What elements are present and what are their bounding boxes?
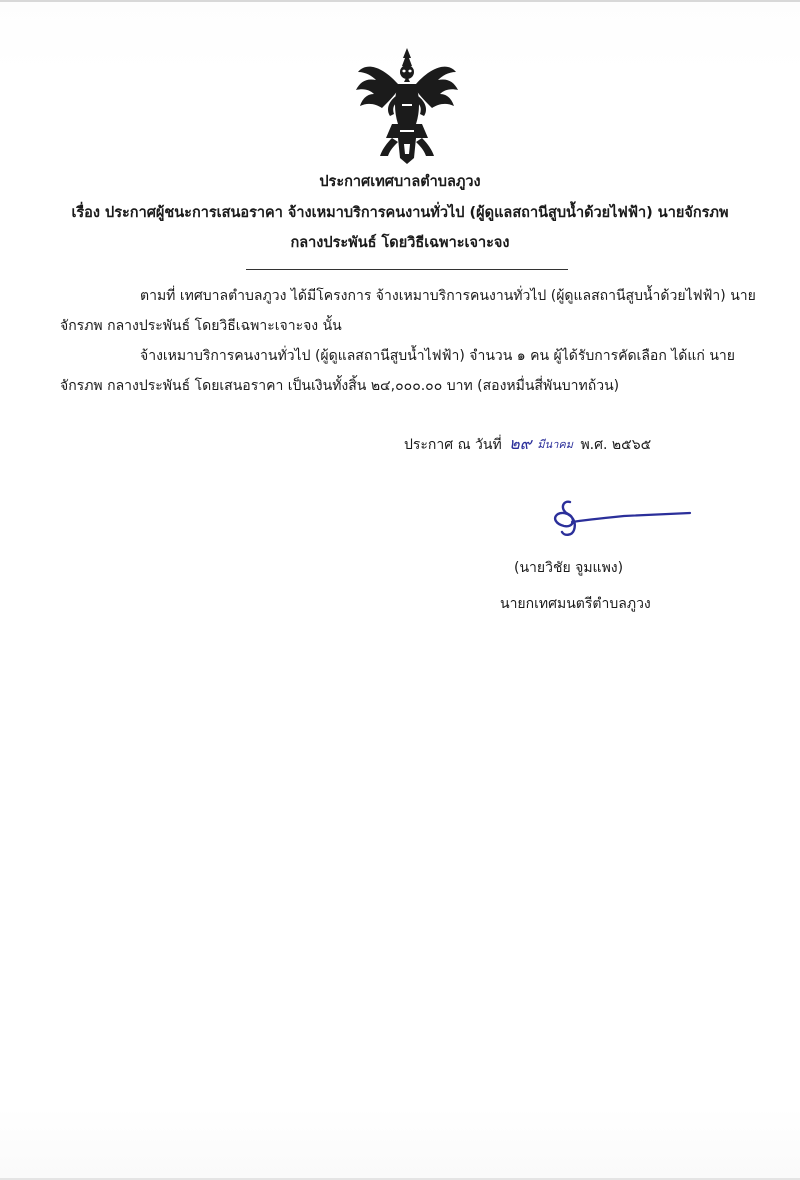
announcement-date	[404, 432, 651, 457]
signatory-name: (นายวิชัย จูมแพง)	[514, 560, 624, 576]
signatory-position: นายกเทศมนตรีตำบลภูวง	[500, 596, 651, 612]
date-month-handwritten: มีนาคม	[537, 438, 573, 451]
paragraph-2-line-1: จ้างเหมาบริการคนงานทั่วไป (ผู้ดูแลสถานีสูบน้ำไฟฟ้า) จำนวน ๑ คน ผู้ได้รับการคัดเลือก ได้แก่ นาย	[140, 348, 735, 364]
date-year: พ.ศ. ๒๕๖๕	[580, 437, 652, 453]
handwritten-signature	[544, 496, 694, 542]
date-day-handwritten: ๒๙	[509, 434, 532, 453]
garuda-emblem-icon	[352, 46, 462, 166]
paragraph-1-line-1: ตามที่ เทศบาลตำบลภูวง ได้มีโครงการ จ้างเหมาบริการคนงานทั่วไป (ผู้ดูแลสถานีสูบน้ำด้วยไฟฟ้า) นาย	[140, 288, 756, 304]
date-prefix: ประกาศ ณ วันที่	[404, 437, 502, 453]
announcement-title: ประกาศเทศบาลตำบลภูวง	[319, 174, 481, 190]
paragraph-2-line-2: จักรภพ กลางประพันธ์ โดยเสนอราคา เป็นเงินทั้งสิ้น ๒๔,๐๐๐.๐๐ บาท (สองหมื่นสี่พันบาทถ้วน)	[60, 378, 620, 394]
subject-line-1: เรื่อง ประกาศผู้ชนะการเสนอราคา จ้างเหมาบริการคนงานทั่วไป (ผู้ดูแลสถานีสูบน้ำด้วยไฟฟ้า) นายจักรภพ	[71, 205, 729, 221]
paragraph-1-line-2: จักรภพ กลางประพันธ์ โดยวิธีเฉพาะเจาะจง นั้น	[60, 318, 342, 334]
subject-line-2: กลางประพันธ์ โดยวิธีเฉพาะเจาะจง	[290, 235, 510, 251]
header-divider	[246, 269, 568, 270]
